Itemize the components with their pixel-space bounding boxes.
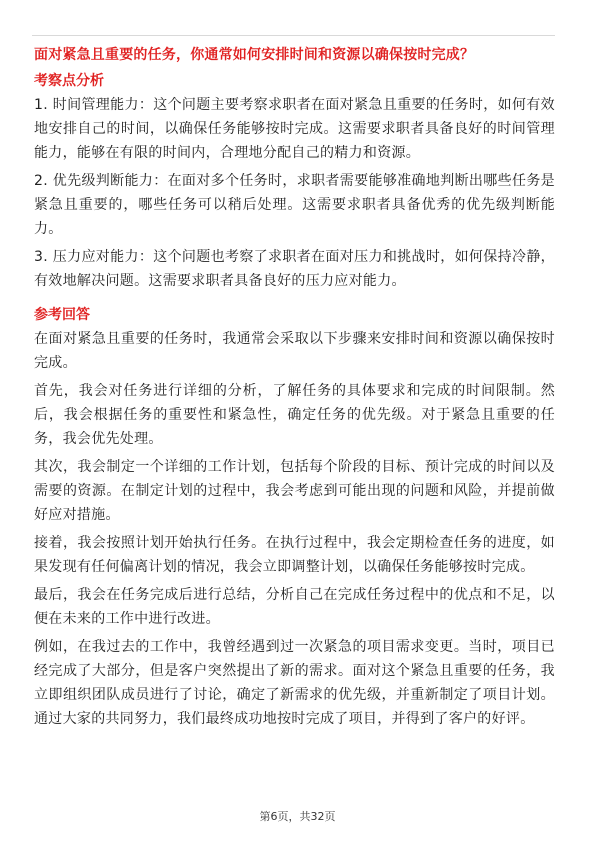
answer-paragraph: 例如，在我过去的工作中，我曾经遇到过一次紧急的项目需求变更。当时，项目已经完成了大部分，但是客户突然提出了新的需求。面对这个紧急且重要的任务，我立即组织团队成员进行了讨论，确定了新需求的优先级，并重新制定了项目计划。通过大家的共同努力，我们最终成功地按时完成了项目，并得到了客户的好评。 — [34, 639, 555, 727]
answer-paragraph: 其次，我会制定一个详细的工作计划，包括每个阶段的目标、预计完成的时间以及需要的资源。在制定计划的过程中，我会考虑到可能出现的问题和风险，并提前做好应对措施。 — [34, 459, 555, 523]
answer-paragraph: 首先，我会对任务进行详细的分析，了解任务的具体要求和完成的时间限制。然后，我会根据任务的重要性和紧急性，确定任务的优先级。对于紧急且重要的任务，我会优先处理。 — [34, 383, 555, 447]
document-content — [34, 43, 555, 735]
analysis-item: 1. 时间管理能力：这个问题主要考察求职者在面对紧急且重要的任务时，如何有效地安排自己的时间，以确保任务能够按时完成。这需要求职者具备良好的时间管理能力，能够在有限的时间内，合理地分配自己的精力和资源。 — [34, 97, 555, 161]
header-divider — [32, 35, 555, 36]
question-heading: 面对紧急且重要的任务，你通常如何安排时间和资源以确保按时完成？ — [34, 47, 475, 63]
answer-paragraph: 接着，我会按照计划开始执行任务。在执行过程中，我会定期检查任务的进度，如果发现有任何偏离计划的情况，我会立即调整计划，以确保任务能够按时完成。 — [34, 535, 555, 575]
analysis-item: 2. 优先级判断能力：在面对多个任务时，求职者需要能够准确地判断出哪些任务是紧急且重要的，哪些任务可以稍后处理。这需要求职者具备优秀的优先级判断能力。 — [34, 173, 555, 237]
analysis-section-title: 考察点分析 — [34, 73, 104, 89]
page-number: 第6页，共32页 — [259, 810, 336, 823]
analysis-item: 3. 压力应对能力：这个问题也考察了求职者在面对压力和挑战时，如何保持冷静，有效地解决问题。这需要求职者具备良好的压力应对能力。 — [34, 249, 555, 289]
answer-section-title: 参考回答 — [34, 307, 90, 323]
answer-paragraph: 在面对紧急且重要的任务时，我通常会采取以下步骤来安排时间和资源以确保按时完成。 — [34, 331, 555, 371]
answer-paragraph: 最后，我会在任务完成后进行总结，分析自己在完成任务过程中的优点和不足，以便在未来的工作中进行改进。 — [34, 587, 555, 627]
